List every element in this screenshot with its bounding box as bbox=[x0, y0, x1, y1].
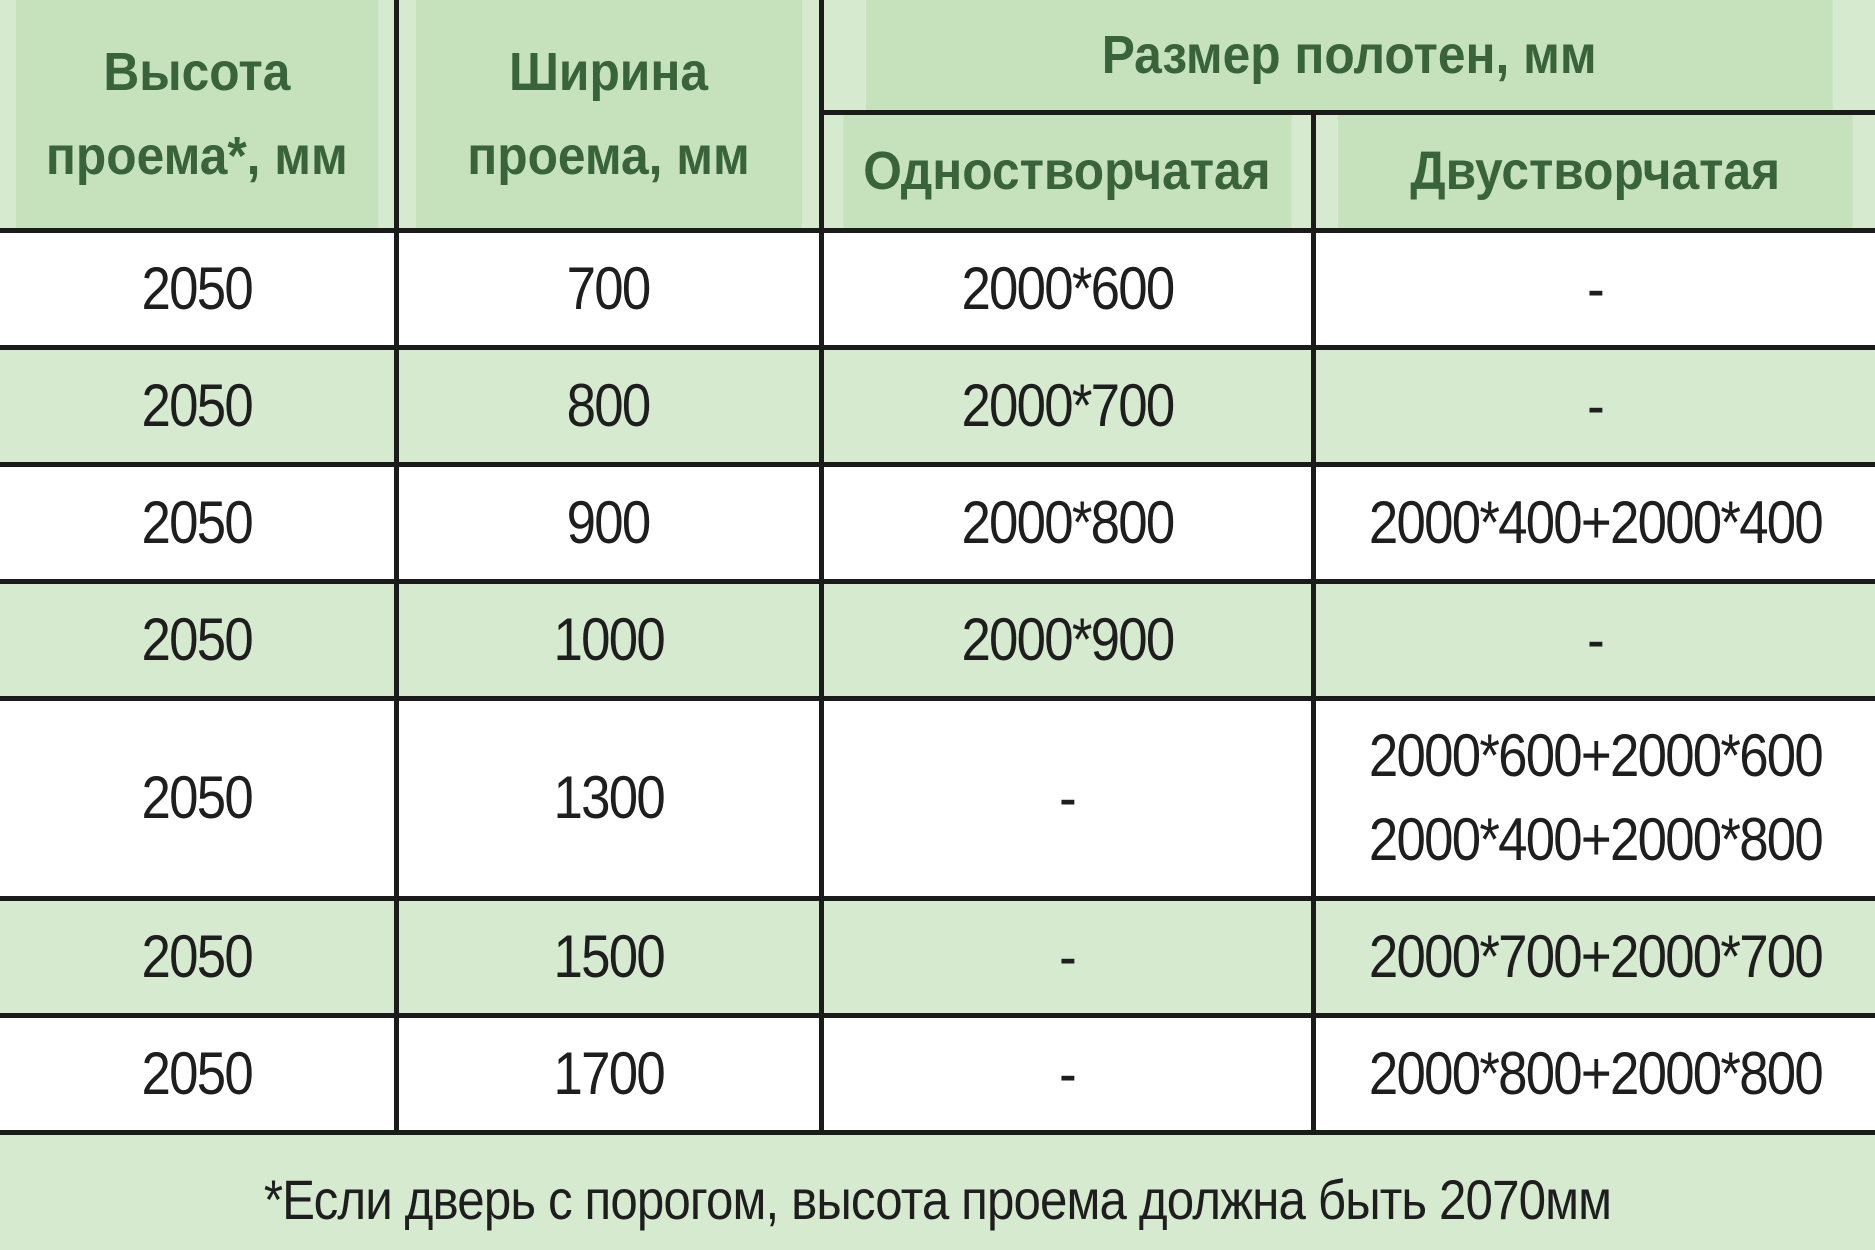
footnote-text: *Если дверь с порогом, высота проема должна быть 2070мм bbox=[263, 1168, 1612, 1231]
cell-single-leaf bbox=[821, 347, 1313, 464]
cell-double-leaf-lines bbox=[1587, 364, 1603, 448]
cell-double-leaf-value: - bbox=[1587, 371, 1604, 439]
header-opening-width bbox=[413, 0, 804, 230]
cell-opening-width bbox=[396, 347, 821, 464]
cell-opening-width bbox=[396, 1015, 821, 1132]
cell-single-leaf bbox=[821, 464, 1313, 581]
cell-double-leaf-value: 2000*400+2000*400 bbox=[1368, 488, 1822, 556]
cell-double-leaf-lines bbox=[1369, 915, 1822, 999]
cell-double-leaf-value: - bbox=[1587, 254, 1604, 322]
table-row bbox=[0, 698, 1875, 898]
table-row bbox=[0, 347, 1875, 464]
cell-double-leaf bbox=[1313, 698, 1875, 898]
cell-double-leaf-value: 2000*700+2000*700 bbox=[1368, 922, 1822, 990]
cell-single-leaf-value: - bbox=[1059, 1039, 1075, 1107]
cell-single-leaf-value: - bbox=[1059, 922, 1075, 990]
cell-single-leaf bbox=[821, 230, 1313, 347]
cell-double-leaf-lines bbox=[1587, 247, 1603, 331]
cell-double-leaf-value: 2000*800+2000*800 bbox=[1368, 1039, 1822, 1107]
cell-opening-height-value: 2050 bbox=[141, 488, 252, 556]
table-row bbox=[0, 898, 1875, 1015]
cell-opening-width bbox=[396, 464, 821, 581]
cell-opening-height-value: 2050 bbox=[141, 605, 252, 673]
header-opening-height-line1: Высота bbox=[103, 41, 291, 102]
header-opening-width-line2: проема, мм bbox=[467, 125, 750, 186]
footnote bbox=[0, 1150, 1875, 1250]
cell-double-leaf bbox=[1313, 347, 1875, 464]
cell-double-leaf-lines bbox=[1369, 481, 1822, 565]
cell-opening-width-value: 1700 bbox=[553, 1039, 664, 1107]
cell-double-leaf-value: - bbox=[1587, 605, 1604, 673]
cell-single-leaf bbox=[821, 581, 1313, 698]
cell-opening-width-value: 800 bbox=[567, 371, 650, 439]
cell-single-leaf-value: 2000*900 bbox=[960, 605, 1174, 673]
cell-opening-height bbox=[0, 347, 396, 464]
cell-opening-height bbox=[0, 464, 396, 581]
cell-single-leaf bbox=[821, 698, 1313, 898]
cell-double-leaf-value: 2000*600+2000*600 bbox=[1368, 722, 1822, 789]
table-row bbox=[0, 1015, 1875, 1132]
cell-single-leaf-value: 2000*800 bbox=[960, 488, 1174, 556]
cell-double-leaf bbox=[1313, 1015, 1875, 1132]
cell-opening-height bbox=[0, 581, 396, 698]
cell-opening-height-value: 2050 bbox=[141, 254, 252, 322]
cell-double-leaf bbox=[1313, 898, 1875, 1015]
cell-double-leaf bbox=[1313, 464, 1875, 581]
cell-double-leaf-lines bbox=[1369, 714, 1822, 882]
table-body bbox=[0, 230, 1875, 1132]
cell-opening-height bbox=[0, 898, 396, 1015]
header-opening-height bbox=[16, 0, 380, 230]
cell-double-leaf-value: 2000*400+2000*800 bbox=[1368, 806, 1822, 873]
cell-double-leaf bbox=[1313, 581, 1875, 698]
header-opening-width-line1: Ширина bbox=[508, 41, 708, 102]
header-opening-height-line2: проема*, мм bbox=[45, 125, 348, 186]
cell-opening-width bbox=[396, 698, 821, 898]
cell-single-leaf-value: 2000*700 bbox=[960, 371, 1174, 439]
header-double-leaf: Двустворчатая bbox=[1335, 112, 1852, 230]
table-row bbox=[0, 230, 1875, 347]
table-row bbox=[0, 464, 1875, 581]
cell-opening-height bbox=[0, 1015, 396, 1132]
cell-double-leaf bbox=[1313, 230, 1875, 347]
cell-double-leaf-lines bbox=[1369, 1032, 1822, 1116]
cell-opening-width bbox=[396, 581, 821, 698]
cell-opening-height-value: 2050 bbox=[141, 371, 252, 439]
cell-opening-height-value: 2050 bbox=[141, 764, 252, 831]
cell-single-leaf bbox=[821, 898, 1313, 1015]
header-leaf-size-group: Размер полотен, мм bbox=[863, 0, 1833, 112]
table-row bbox=[0, 581, 1875, 698]
cell-single-leaf-value: - bbox=[1059, 764, 1075, 831]
cell-opening-height-value: 2050 bbox=[141, 922, 252, 990]
cell-opening-width-value: 1000 bbox=[553, 605, 664, 673]
cell-opening-width-value: 900 bbox=[567, 488, 650, 556]
cell-opening-height bbox=[0, 230, 396, 347]
cell-opening-width bbox=[396, 230, 821, 347]
cell-single-leaf bbox=[821, 1015, 1313, 1132]
cell-opening-width-value: 1500 bbox=[553, 922, 664, 990]
cell-double-leaf-lines bbox=[1587, 598, 1603, 682]
cell-single-leaf-value: 2000*600 bbox=[960, 254, 1174, 322]
cell-opening-height bbox=[0, 698, 396, 898]
header-single-leaf: Одностворчатая bbox=[841, 112, 1294, 230]
cell-opening-height-value: 2050 bbox=[141, 1039, 252, 1107]
cell-opening-width-value: 700 bbox=[567, 254, 650, 322]
cell-opening-width bbox=[396, 898, 821, 1015]
cell-opening-width-value: 1300 bbox=[553, 764, 664, 831]
